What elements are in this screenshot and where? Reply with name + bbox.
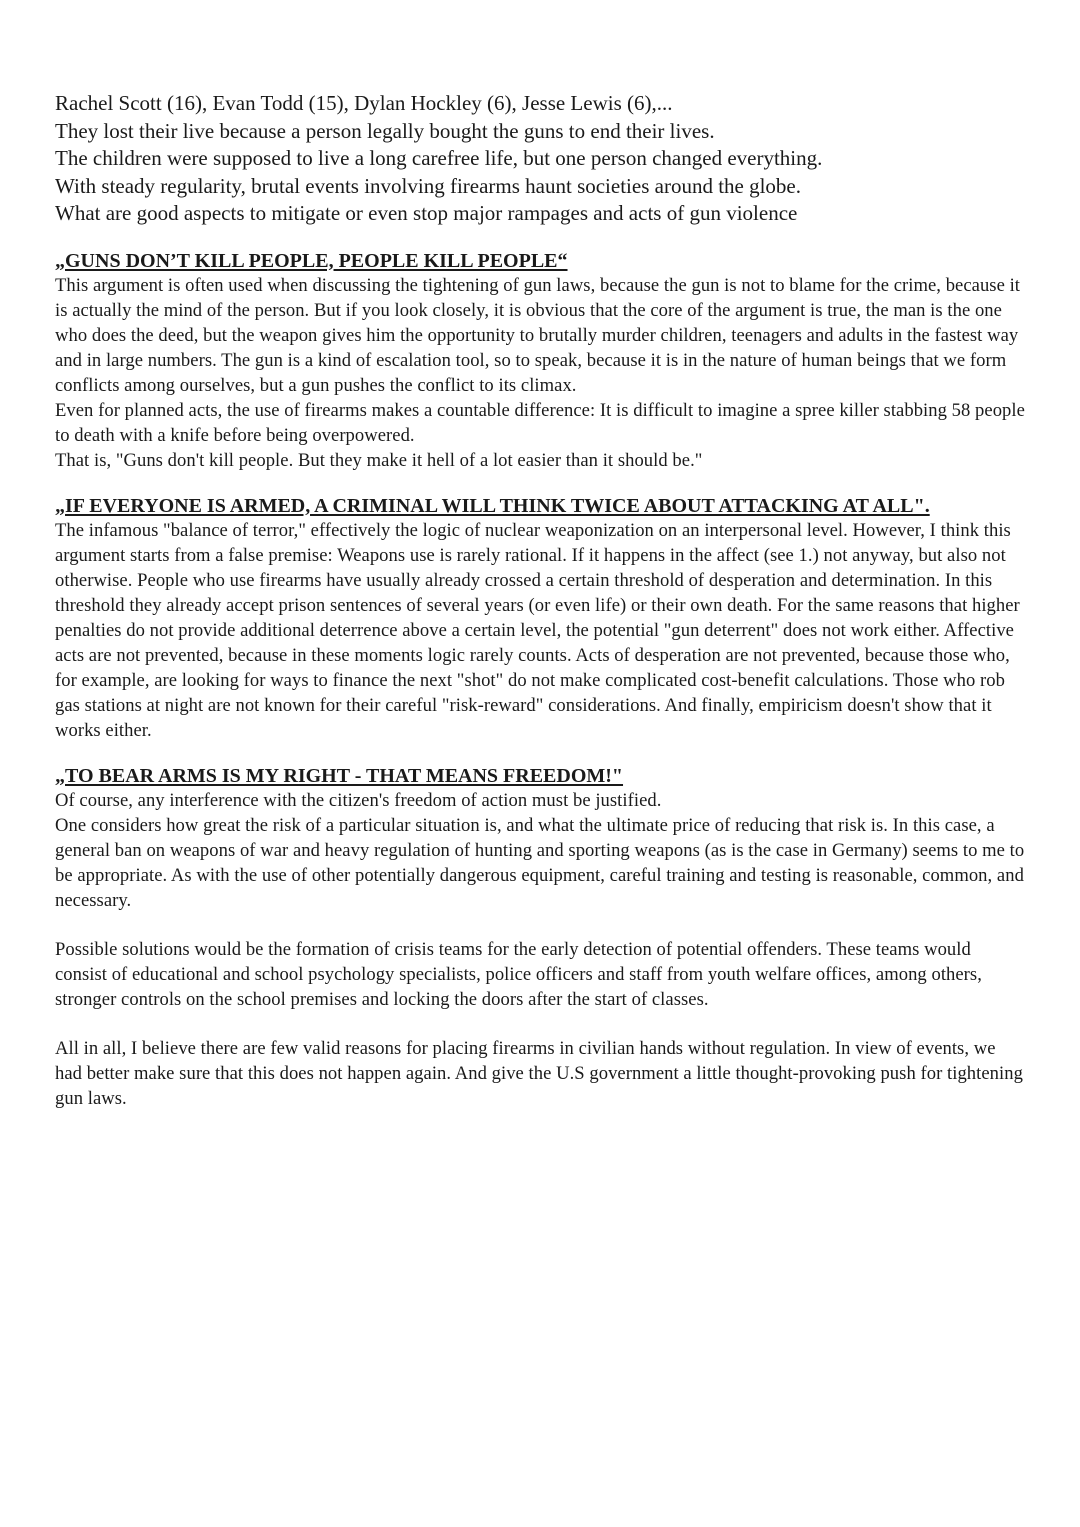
- section-guns-dont-kill: [55, 249, 1025, 473]
- section-paragraph: Of course, any interference with the citizen's freedom of action must be justified.: [55, 789, 662, 811]
- intro-line: What are good aspects to mitigate or even stop major rampages and acts of gun violence: [55, 201, 798, 225]
- document-page: [55, 90, 1025, 1111]
- section-heading: „GUNS DON’T KILL PEOPLE, PEOPLE KILL PEOPLE“: [55, 249, 568, 272]
- conclusion-paragraph: All in all, I believe there are few valid reasons for placing firearms in civilian hands without regulation. In view of events, we had better make sure that this does not happen again. And give the U.S government a little thought-provoking push for tightening gun laws.: [55, 1037, 1023, 1109]
- section-paragraph: The infamous "balance of terror," effectively the logic of nuclear weaponization on an interpersonal level. However, I think this argument starts from a false premise: Weapons use is rarely rational. If it happens in the affect (see 1.) not anyway, but also not otherwise. People who use firearms have usually already crossed a certain threshold of desperation and determination. In this threshold they already accept prison sentences of several years (or even life) or their own death. For the same reasons that higher penalties do not provide additional deterrence above a certain level, the potential "gun deterrent" does not work either. Affective acts are not prevented, because in these moments logic rarely counts. Acts of desperation are not prevented, because those who, for example, are looking for ways to finance the next "shot" do not make complicated cost-benefit calculations. Those who rob gas stations at night are not known for their careful "risk-reward" considerations. And finally, empiricism doesn't show that it works either.: [55, 519, 1020, 741]
- section-paragraph: That is, "Guns don't kill people. But they make it hell of a lot easier than it should be.": [55, 449, 703, 471]
- section-everyone-armed: [55, 494, 1025, 743]
- section-paragraph: One considers how great the risk of a particular situation is, and what the ultimate price of reducing that risk is. In this case, a general ban on weapons of war and heavy regulation of hunting and sporting weapons (as is the case in Germany) seems to me to be appropriate. As with the use of other potentially dangerous equipment, careful training and testing is reasonable, common, and necessary.: [55, 814, 1025, 911]
- section-paragraph: Even for planned acts, the use of firearms makes a countable difference: It is difficult to imagine a spree killer stabbing 58 people to death with a knife before being overpowered.: [55, 399, 1025, 446]
- section-heading: „TO BEAR ARMS IS MY RIGHT - THAT MEANS FREEDOM!": [55, 764, 624, 787]
- solutions-paragraph: Possible solutions would be the formation of crisis teams for the early detection of potential offenders. These teams would consist of educational and school psychology specialists, police officers and staff from youth welfare offices, among others, stronger controls on the school premises and locking the doors after the start of classes.: [55, 938, 982, 1010]
- intro-line: The children were supposed to live a long carefree life, but one person changed everything.: [55, 146, 823, 170]
- intro-line: With steady regularity, brutal events involving firearms haunt societies around the globe.: [55, 173, 802, 198]
- intro-line: They lost their live because a person legally bought the guns to end their lives.: [55, 118, 715, 143]
- intro-block: [55, 90, 1025, 228]
- intro-line: Rachel Scott (16), Evan Todd (15), Dylan Hockley (6), Jesse Lewis (6),...: [55, 91, 673, 115]
- section-bear-arms: [55, 764, 1025, 913]
- section-paragraph: This argument is often used when discussing the tightening of gun laws, because the gun is not to blame for the crime, because it is actually the mind of the person. But if you look closely, it is obvious that the core of the argument is true, the man is the one who does the deed, but the weapon gives him the opportunity to brutally murder children, teenagers and adults in the fastest way and in large numbers. The gun is a kind of escalation tool, so to speak, because it is in the nature of human beings that we form conflicts among ourselves, but a gun pushes the conflict to its climax.: [55, 274, 1021, 396]
- section-heading: „IF EVERYONE IS ARMED, A CRIMINAL WILL THINK TWICE ABOUT ATTACKING AT ALL".: [55, 494, 930, 517]
